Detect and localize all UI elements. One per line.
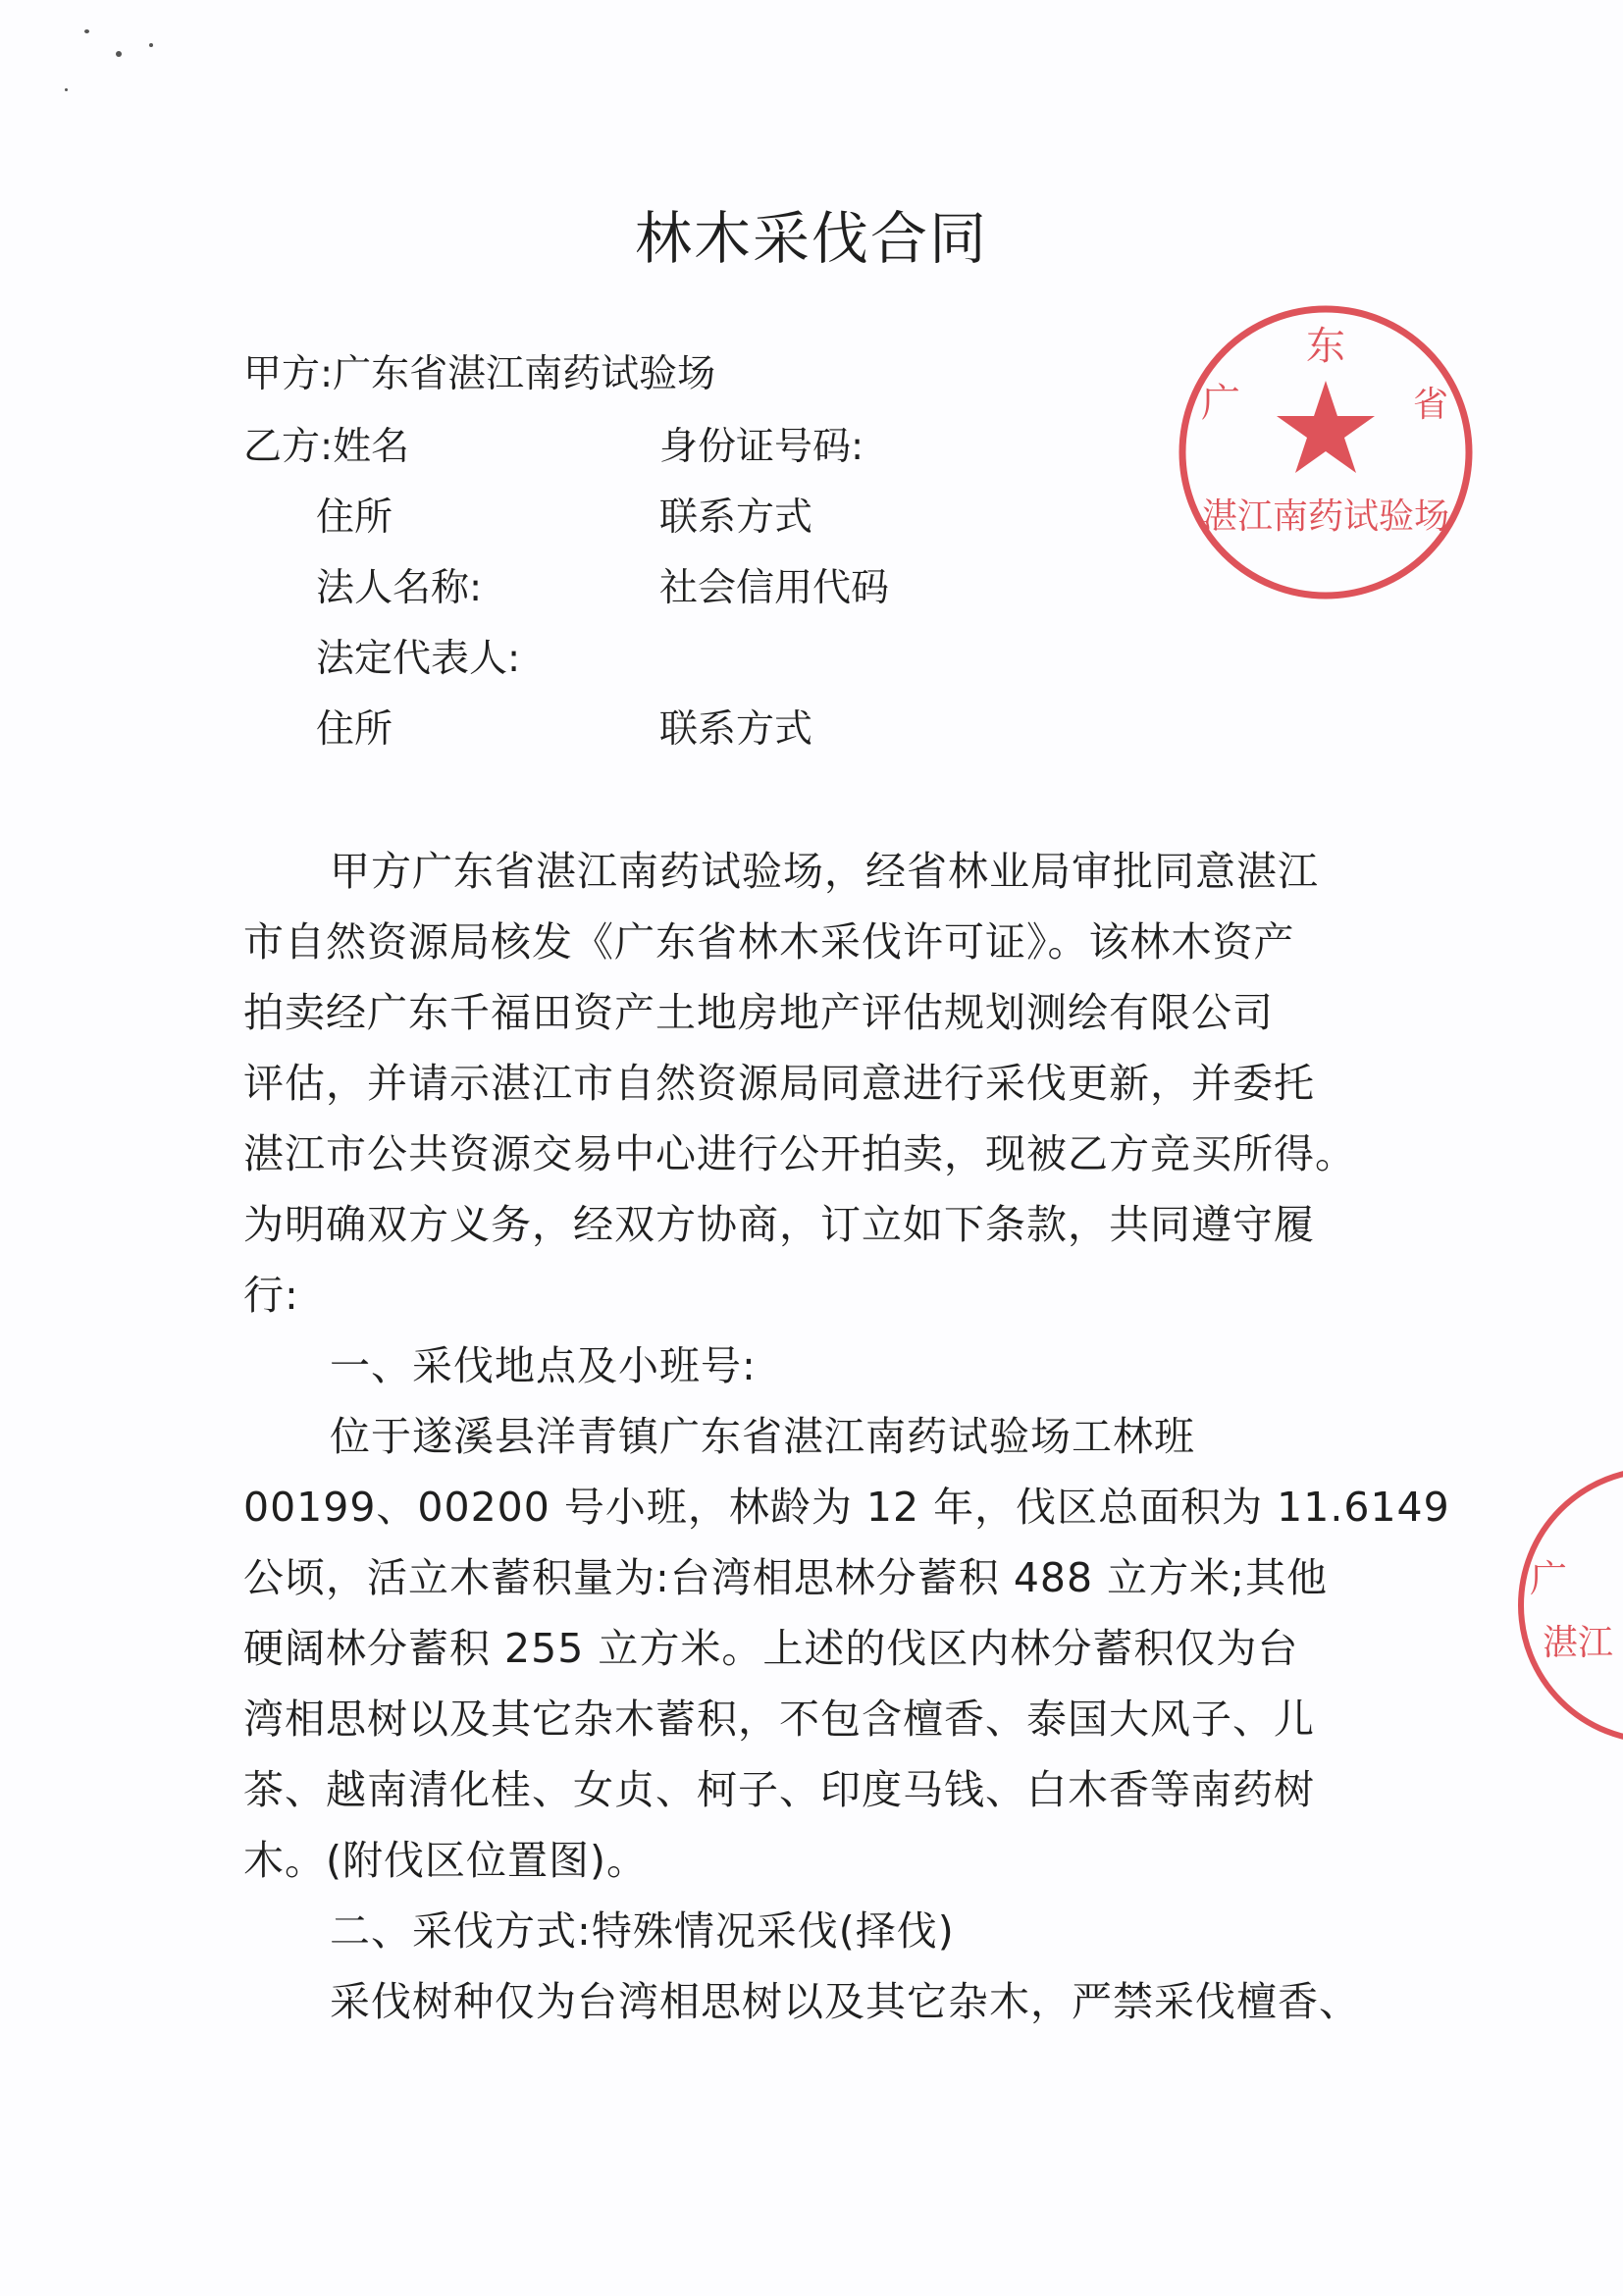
party-a: 甲方:广东省湛江南药试验场: [243, 352, 716, 396]
intro-paragraph: [243, 836, 1450, 2037]
party-b-contact2-label: 联系方式: [659, 707, 813, 752]
svg-text:湛江南药试验场: 湛江南药试验场: [1201, 496, 1450, 537]
svg-text:广: 广: [1529, 1557, 1568, 1600]
section1-line: 位于遂溪县洋青镇广东省湛江南药试验场工林班: [330, 1413, 1195, 1460]
intro-line: 拍卖经广东千福田资产土地房地产评估规划测绘有限公司: [243, 989, 1274, 1036]
section1-line: 湾相思树以及其它杂木蓄积，不包含檀香、泰国大风子、儿: [243, 1696, 1315, 1743]
party-b-name-label: 乙方:姓名: [243, 425, 410, 469]
section1-heading: 一、采伐地点及小班号:: [330, 1342, 757, 1389]
intro-line: 为明确双方义务，经双方协商，订立如下条款，共同遵守履: [243, 1201, 1315, 1248]
scan-speck: [116, 51, 122, 57]
scan-speck: [149, 43, 153, 47]
section1-line: 茶、越南清化桂、女贞、柯子、印度马钱、白木香等南药树: [243, 1766, 1315, 1813]
intro-line: 行:: [243, 1272, 299, 1319]
party-b-contact-label: 联系方式: [659, 496, 813, 540]
party-b-address-label: 住所: [316, 496, 393, 540]
intro-line: 甲方广东省湛江南药试验场，经省林业局审批同意湛江: [330, 848, 1319, 895]
section2-heading: 二、采伐方式:特殊情况采伐(择伐): [330, 1907, 955, 1955]
intro-line: 评估，并请示湛江市自然资源局同意进行采伐更新，并委托: [243, 1060, 1315, 1107]
svg-text:湛江: 湛江: [1542, 1623, 1614, 1663]
party-b-id-label: 身份证号码:: [659, 425, 864, 469]
party-b-legal-name-label: 法人名称:: [316, 566, 483, 610]
scan-speck: [65, 88, 68, 91]
section1-line: 硬阔林分蓄积 255 立方米。上述的伐区内林分蓄积仅为台: [243, 1625, 1299, 1672]
party-b-credit-code-label: 社会信用代码: [659, 566, 890, 610]
svg-text:广: 广: [1201, 381, 1240, 426]
scan-speck: [84, 29, 89, 33]
section1-line: 木。(附伐区位置图)。: [243, 1837, 648, 1884]
intro-line: 湛江市公共资源交易中心进行公开拍卖，现被乙方竞买所得。: [243, 1130, 1356, 1177]
svg-text:东: 东: [1306, 324, 1345, 369]
star-icon: [1277, 381, 1375, 473]
document-title: 林木采伐合同: [634, 205, 988, 272]
party-b-address2-label: 住所: [316, 707, 393, 752]
section2-line: 采伐树种仅为台湾相思树以及其它杂木，严禁采伐檀香、: [330, 1978, 1360, 2025]
official-seal: [1174, 300, 1478, 604]
party-b-legal-rep-label: 法定代表人:: [316, 637, 521, 681]
intro-line: 市自然资源局核发《广东省林木采伐许可证》。该林木资产: [243, 918, 1295, 965]
section1-line: 公顷，活立木蓄积量为:台湾相思林分蓄积 488 立方米;其他: [243, 1554, 1328, 1601]
partial-seal: [1509, 1458, 1623, 1752]
section1-line: 00199、00200 号小班，林龄为 12 年，伐区总面积为 11.6149: [243, 1484, 1450, 1531]
svg-text:省: 省: [1412, 385, 1449, 425]
